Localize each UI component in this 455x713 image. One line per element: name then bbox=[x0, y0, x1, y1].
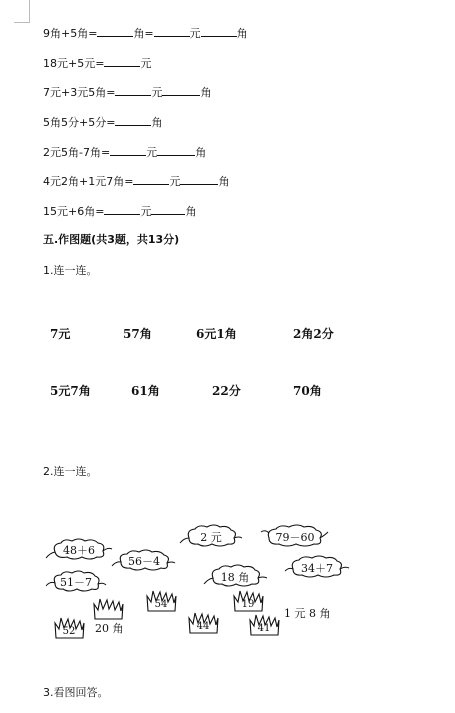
exercise-prefix: 5角5分+5分= bbox=[43, 116, 116, 129]
cloud-label: 34＋7 bbox=[301, 562, 333, 575]
grass-card-6 bbox=[92, 598, 124, 620]
unit-label: 角 bbox=[195, 146, 207, 159]
grass-card-3 bbox=[53, 617, 85, 639]
unit-label: 元 bbox=[140, 57, 152, 70]
grass-label: 19 bbox=[241, 599, 255, 610]
page-corner-mark-horizontal bbox=[14, 22, 30, 23]
answer-blank bbox=[151, 203, 185, 215]
cloud-card-3 bbox=[52, 570, 100, 592]
unit-label: 角 bbox=[218, 175, 230, 188]
page-corner-mark-vertical bbox=[29, 0, 30, 22]
answer-blank bbox=[133, 173, 169, 185]
grass-label: 52 bbox=[62, 626, 76, 637]
unit-label: 角 bbox=[185, 205, 197, 218]
unit-label: 角 bbox=[236, 27, 248, 40]
answer-blank bbox=[110, 144, 146, 156]
match-item-bottom-2: 61角 bbox=[131, 384, 160, 398]
answer-blank bbox=[104, 55, 140, 67]
unit-label: 元 bbox=[151, 86, 163, 99]
cloud-label: 56－4 bbox=[128, 555, 160, 568]
exercise-prefix: 9角+5角= bbox=[43, 27, 98, 40]
grass-card-5 bbox=[248, 614, 280, 636]
cloud-card-4 bbox=[186, 525, 236, 547]
match-item-bottom-4: 70角 bbox=[293, 384, 322, 398]
answer-blank bbox=[180, 173, 218, 185]
value-label-20-jiao: 20 角 bbox=[95, 622, 124, 635]
cloud-card-5 bbox=[210, 565, 260, 587]
question-1-title: 1.连一连。 bbox=[43, 264, 98, 277]
match-item-top-1: 7元 bbox=[50, 327, 71, 341]
match-item-top-3: 6元1角 bbox=[196, 327, 237, 341]
match-item-top-4: 2角2分 bbox=[293, 327, 334, 341]
grass-label: 41 bbox=[257, 623, 271, 634]
exercise-prefix: 15元+6角= bbox=[43, 205, 105, 218]
grass-card-4 bbox=[187, 612, 219, 634]
unit-label: 元 bbox=[189, 27, 201, 40]
exercise-line-2 bbox=[43, 55, 151, 71]
answer-blank bbox=[157, 144, 195, 156]
grass-card-1 bbox=[145, 590, 177, 612]
match-item-top-2: 57角 bbox=[123, 327, 152, 341]
cloud-label: 18 角 bbox=[220, 571, 250, 584]
match-item-bottom-3: 22分 bbox=[212, 384, 241, 398]
exercise-line-4 bbox=[43, 114, 162, 130]
exercise-prefix: 18元+5元= bbox=[43, 57, 105, 70]
unit-label: 角 bbox=[200, 86, 212, 99]
grass-card-2 bbox=[232, 590, 264, 612]
cloud-label: 51－7 bbox=[60, 576, 92, 589]
cloud-card-7 bbox=[290, 556, 344, 578]
cloud-label: 2 元 bbox=[200, 531, 222, 544]
unit-label: 角= bbox=[133, 27, 154, 40]
cloud-label: 79－60 bbox=[275, 531, 315, 544]
grass-label: 44 bbox=[196, 621, 210, 632]
exercise-prefix: 4元2角+1元7角= bbox=[43, 175, 134, 188]
question-3-title: 3.看图回答。 bbox=[43, 686, 109, 699]
exercise-line-5 bbox=[43, 144, 206, 160]
exercise-line-3 bbox=[43, 84, 211, 100]
cloud-card-1 bbox=[52, 538, 106, 560]
exercise-prefix: 2元5角-7角= bbox=[43, 146, 111, 159]
answer-blank bbox=[97, 25, 133, 37]
grass-tuft-icon bbox=[92, 598, 124, 620]
match-item-bottom-1: 5元7角 bbox=[50, 384, 91, 398]
unit-label: 元 bbox=[169, 175, 181, 188]
unit-label: 元 bbox=[146, 146, 158, 159]
exercise-line-6 bbox=[43, 173, 229, 189]
value-label-1-yuan-8-jiao: 1 元 8 角 bbox=[284, 607, 331, 620]
question-2-title: 2.连一连。 bbox=[43, 465, 98, 478]
grass-label: 54 bbox=[154, 599, 168, 610]
exercise-line-7 bbox=[43, 203, 196, 219]
answer-blank bbox=[201, 25, 237, 37]
section-heading: 五.作图题(共3题，共13分) bbox=[43, 233, 180, 246]
exercise-prefix: 7元+3元5角= bbox=[43, 86, 116, 99]
cloud-card-6 bbox=[266, 525, 324, 547]
unit-label: 元 bbox=[140, 205, 152, 218]
answer-blank bbox=[162, 84, 200, 96]
unit-label: 角 bbox=[151, 116, 163, 129]
answer-blank bbox=[154, 25, 190, 37]
cloud-card-2 bbox=[118, 549, 170, 571]
answer-blank bbox=[104, 203, 140, 215]
answer-blank bbox=[115, 114, 151, 126]
cloud-label: 48＋6 bbox=[63, 544, 95, 557]
answer-blank bbox=[115, 84, 151, 96]
exercise-line-1 bbox=[43, 25, 248, 41]
